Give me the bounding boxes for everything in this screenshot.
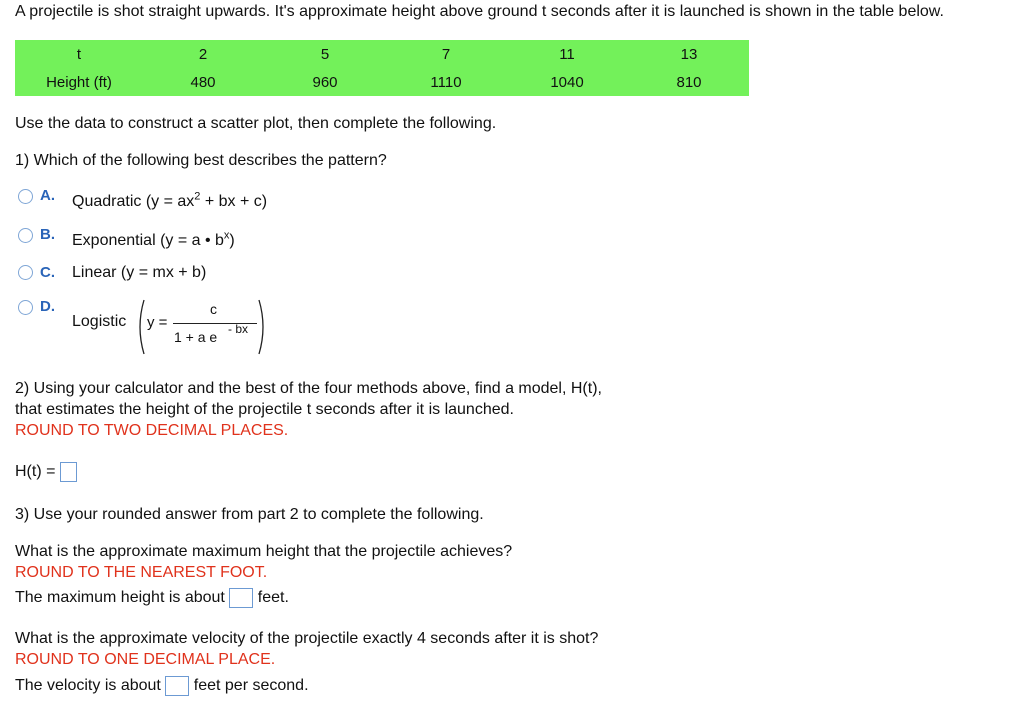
table-cell: 960 [312,73,338,91]
option-a-letter: A. [40,187,55,204]
option-b-label: Exponential (y = a • b [72,232,224,249]
q2-line1: 2) Using your calculator and the best of the four methods above, find a model, H(t), [15,380,602,397]
max-height-suffix: feet. [257,589,289,607]
option-b-exponent: x [223,229,230,242]
table-cell: 1110 [430,73,462,91]
velocity-input[interactable] [165,676,189,696]
option-c-text: Linear (y = mx + b) [72,264,207,281]
table-cell: 13 [680,45,698,63]
intro-text: A projectile is shot straight upwards. It's approximate height above ground t seconds after it is launched is shown in the table below. [15,3,944,20]
option-a-exponent: 2 [194,190,201,203]
table-row-t [15,40,749,68]
table-row-label: t [76,45,82,63]
logistic-denominator: 1 + a e [174,329,218,345]
max-height-row [15,588,289,608]
q2-round-instruction: ROUND TO TWO DECIMAL PLACES. [15,422,289,439]
q2-line2: that estimates the height of the projectile t seconds after it is launched. [15,401,514,418]
table-row-label: Height (ft) [46,73,112,91]
option-d-label: Logistic [72,313,127,330]
option-b-text [72,229,235,250]
table-cell: 5 [320,45,330,63]
table-row-height [15,68,749,96]
instruction-text: Use the data to construct a scatter plot, then complete the following. [15,115,497,132]
q1-prompt: 1) Which of the following best describes the pattern? [15,152,387,169]
velocity-suffix: feet per second. [193,677,309,695]
option-b-letter: B. [40,226,55,243]
option-b-tail: ) [229,232,235,249]
q3-prompt: 3) Use your rounded answer from part 2 to complete the following. [15,506,484,523]
option-a-text [72,190,268,211]
ht-label: H(t) = [15,463,56,481]
table-cell: 2 [198,45,208,63]
table-cell: 1040 [550,73,584,91]
table-cell: 480 [190,73,216,91]
option-a-label: Quadratic (y = ax [72,193,195,210]
option-c-letter: C. [40,264,55,281]
table-cell: 11 [559,45,575,63]
table-cell: 7 [441,45,451,63]
radio-option-c[interactable] [18,265,33,280]
radio-option-b[interactable] [18,228,33,243]
option-a-tail: + bx + c) [200,193,268,210]
velocity-question: What is the approximate velocity of the projectile exactly 4 seconds after it is shot? [15,630,599,647]
ht-answer-input[interactable] [60,462,77,482]
q2-answer-row [15,462,77,482]
option-d-letter: D. [40,298,55,315]
velocity-prefix: The velocity is about [15,677,161,695]
radio-option-a[interactable] [18,189,33,204]
max-height-question: What is the approximate maximum height that the projectile achieves? [15,543,513,560]
max-height-input[interactable] [229,588,253,608]
radio-option-d[interactable] [18,300,33,315]
logistic-lhs: y = [147,314,168,331]
velocity-round: ROUND TO ONE DECIMAL PLACE. [15,651,276,668]
table-cell: 810 [676,73,702,91]
logistic-paren-left [134,298,146,356]
logistic-paren-right [257,298,269,356]
logistic-exponent: - bx [228,322,249,336]
max-height-prefix: The maximum height is about [15,589,225,607]
data-table [15,40,749,96]
logistic-numerator: c [210,301,217,317]
velocity-row [15,676,309,696]
max-height-round: ROUND TO THE NEAREST FOOT. [15,564,268,581]
